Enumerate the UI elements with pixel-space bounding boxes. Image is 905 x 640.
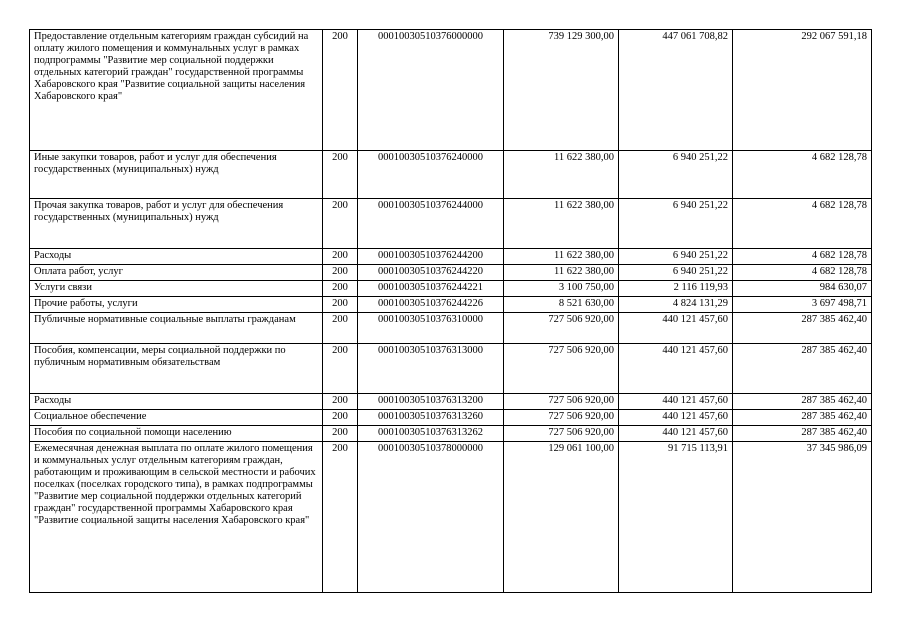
table-row [30,344,872,394]
row-name-cell: Расходы [30,394,323,410]
row-unexecuted-cell: 287 385 462,40 [733,313,872,344]
row-unexecuted-cell: 287 385 462,40 [733,394,872,410]
row-approved-cell: 129 061 100,00 [504,442,619,593]
row-admin-cell: 200 [323,199,358,249]
row-code-cell: 00010030510376244220 [358,265,504,281]
row-admin-cell: 200 [323,410,358,426]
row-code-cell: 00010030510376313200 [358,394,504,410]
row-admin-cell: 200 [323,297,358,313]
row-code-cell: 00010030510376000000 [358,30,504,151]
row-approved-cell: 727 506 920,00 [504,410,619,426]
row-executed-cell: 6 940 251,22 [619,249,733,265]
row-admin-cell: 200 [323,442,358,593]
row-name-cell: Оплата работ, услуг [30,265,323,281]
row-unexecuted-cell: 37 345 986,09 [733,442,872,593]
row-name-cell: Ежемесячная денежная выплата по оплате жилого помещения и коммунальных услуг отдельным категориям граждан, работающим и проживающим в сельской местности и рабочих поселках (поселках городского типа), в рамках подпрограммы "Развитие мер социальной поддержки отдельных категорий граждан" государственной программы Хабаровского края "Развитие социальной защиты населения Хабаровского края" [30,442,323,593]
table-row [30,313,872,344]
row-name-cell: Публичные нормативные социальные выплаты гражданам [30,313,323,344]
row-unexecuted-cell: 287 385 462,40 [733,410,872,426]
row-name-cell: Пособия по социальной помощи населению [30,426,323,442]
row-name-cell: Пособия, компенсации, меры социальной поддержки по публичным нормативным обязательствам [30,344,323,394]
table-row [30,442,872,593]
row-approved-cell: 11 622 380,00 [504,265,619,281]
table-row [30,199,872,249]
row-executed-cell: 447 061 708,82 [619,30,733,151]
row-admin-cell: 200 [323,394,358,410]
table-row [30,394,872,410]
budget-table [29,29,872,593]
row-approved-cell: 11 622 380,00 [504,199,619,249]
row-code-cell: 00010030510376244200 [358,249,504,265]
row-name-cell: Прочая закупка товаров, работ и услуг для обеспечения государственных (муниципальных) нужд [30,199,323,249]
row-approved-cell: 727 506 920,00 [504,426,619,442]
row-executed-cell: 6 940 251,22 [619,199,733,249]
row-name-cell: Социальное обеспечение [30,410,323,426]
row-executed-cell: 440 121 457,60 [619,313,733,344]
table-row [30,281,872,297]
table-row [30,151,872,199]
row-admin-cell: 200 [323,281,358,297]
row-executed-cell: 6 940 251,22 [619,151,733,199]
row-name-cell: Предоставление отдельным категориям граждан субсидий на оплату жилого помещения и коммунальных услуг в рамках подпрограммы "Развитие мер социальной поддержки отдельных категорий граждан" государственной программы Хабаровского края "Развитие социальной защиты населения Хабаровского края" [30,30,323,151]
row-code-cell: 00010030510376313262 [358,426,504,442]
row-code-cell: 00010030510376313260 [358,410,504,426]
table-row [30,30,872,151]
row-code-cell: 00010030510376244000 [358,199,504,249]
row-approved-cell: 3 100 750,00 [504,281,619,297]
row-unexecuted-cell: 4 682 128,78 [733,151,872,199]
row-executed-cell: 2 116 119,93 [619,281,733,297]
table-row [30,249,872,265]
table-row [30,426,872,442]
row-approved-cell: 727 506 920,00 [504,394,619,410]
row-code-cell: 00010030510376244221 [358,281,504,297]
row-unexecuted-cell: 3 697 498,71 [733,297,872,313]
row-admin-cell: 200 [323,344,358,394]
row-executed-cell: 440 121 457,60 [619,344,733,394]
row-executed-cell: 440 121 457,60 [619,426,733,442]
row-approved-cell: 727 506 920,00 [504,313,619,344]
row-approved-cell: 739 129 300,00 [504,30,619,151]
row-unexecuted-cell: 287 385 462,40 [733,344,872,394]
row-code-cell: 00010030510376310000 [358,313,504,344]
row-unexecuted-cell: 4 682 128,78 [733,199,872,249]
row-name-cell: Расходы [30,249,323,265]
row-executed-cell: 440 121 457,60 [619,394,733,410]
row-executed-cell: 6 940 251,22 [619,265,733,281]
row-code-cell: 00010030510376244226 [358,297,504,313]
row-admin-cell: 200 [323,426,358,442]
row-code-cell: 00010030510376240000 [358,151,504,199]
row-code-cell: 00010030510376313000 [358,344,504,394]
row-name-cell: Услуги связи [30,281,323,297]
row-admin-cell: 200 [323,265,358,281]
table-row [30,297,872,313]
row-admin-cell: 200 [323,313,358,344]
table-row [30,410,872,426]
row-unexecuted-cell: 984 630,07 [733,281,872,297]
row-unexecuted-cell: 4 682 128,78 [733,249,872,265]
row-executed-cell: 440 121 457,60 [619,410,733,426]
row-admin-cell: 200 [323,249,358,265]
row-code-cell: 00010030510378000000 [358,442,504,593]
row-name-cell: Иные закупки товаров, работ и услуг для обеспечения государственных (муниципальных) нужд [30,151,323,199]
row-approved-cell: 11 622 380,00 [504,151,619,199]
row-executed-cell: 91 715 113,91 [619,442,733,593]
row-name-cell: Прочие работы, услуги [30,297,323,313]
row-unexecuted-cell: 292 067 591,18 [733,30,872,151]
row-unexecuted-cell: 4 682 128,78 [733,265,872,281]
row-admin-cell: 200 [323,151,358,199]
table-row [30,265,872,281]
row-admin-cell: 200 [323,30,358,151]
row-approved-cell: 11 622 380,00 [504,249,619,265]
row-approved-cell: 8 521 630,00 [504,297,619,313]
row-unexecuted-cell: 287 385 462,40 [733,426,872,442]
row-executed-cell: 4 824 131,29 [619,297,733,313]
row-approved-cell: 727 506 920,00 [504,344,619,394]
